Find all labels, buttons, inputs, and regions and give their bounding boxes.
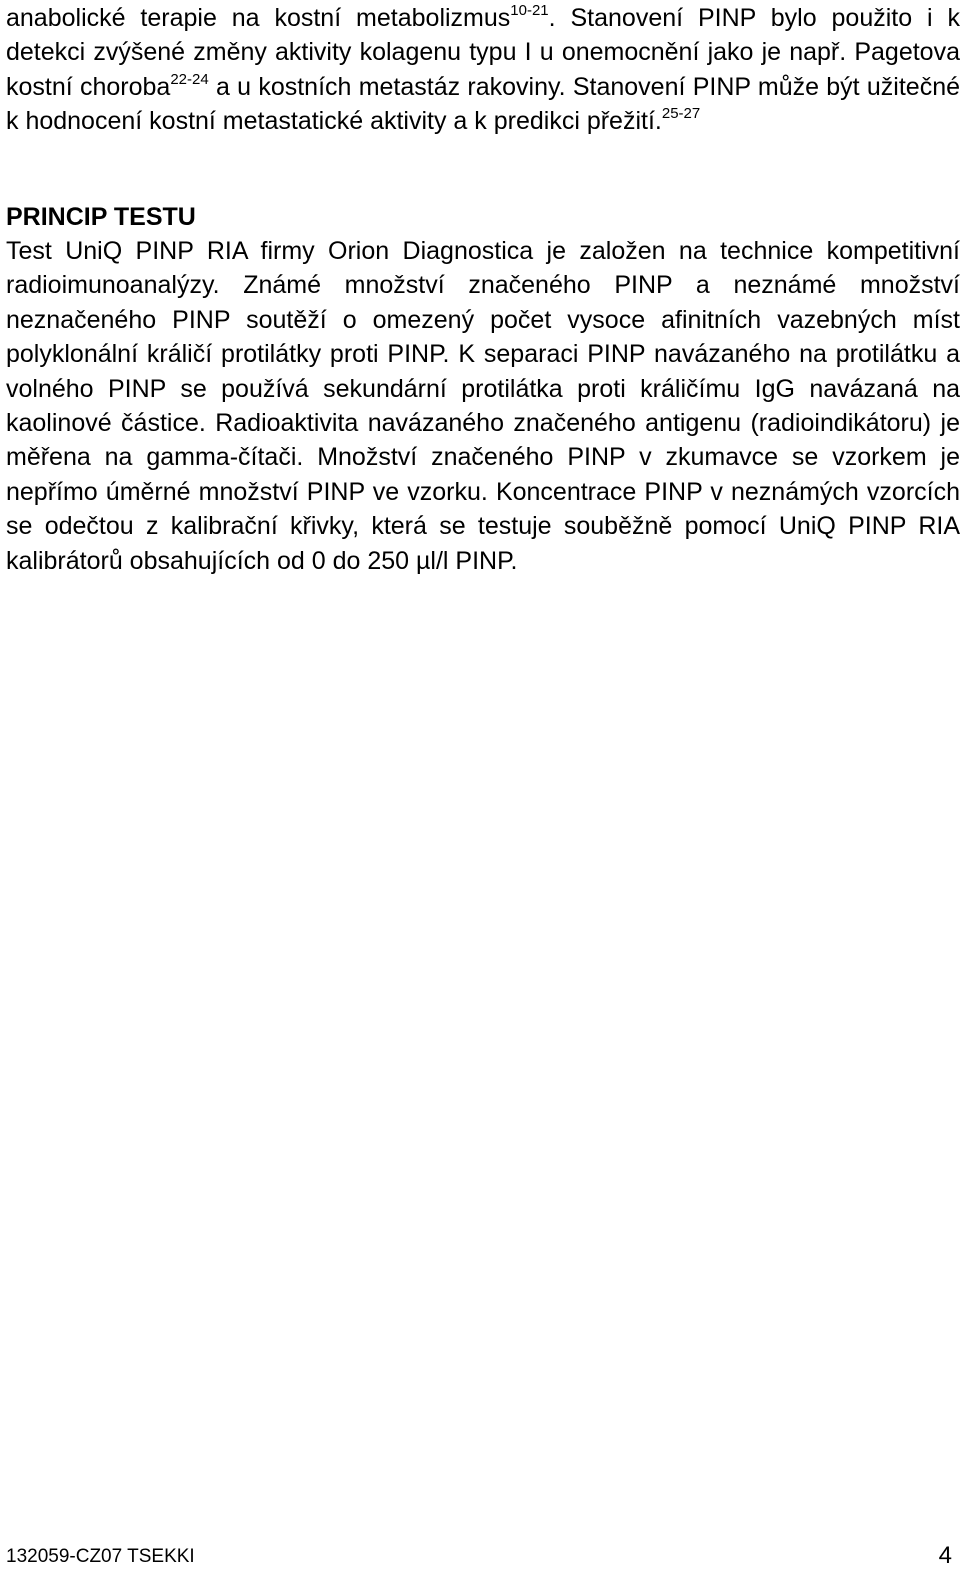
intro-paragraph: [6, 0, 960, 139]
intro-text-2: . Stanovení PINP bylo použito i k detekci zvýšené změny aktivity kolagenu typu I u onemocnění jako je např. Pagetova kostní choroba: [6, 4, 960, 101]
document-id: 132059-CZ07 TSEKKI: [6, 1546, 195, 1567]
intro-text-1: anabolické terapie na kostní metabolizmus: [6, 4, 511, 32]
section-body-paragraph: Test UniQ PINP RIA firmy Orion Diagnostica je založen na technice kompetitivní radioimunoanalýzy. Známé množství značeného PINP a neznámé množství neznačeného PINP soutěží o omezený počet vysoce afinitních vazebných míst polyklonální králičí protilátky proti PINP. K separaci PINP navázaného na protilátku a volného PINP se používá sekundární protilátka proti králičímu IgG navázaná na kaolinové částice. Radioaktivita navázaného značeného antigenu (radioindikátoru) je měřena na gamma-čítači. Množství značeného PINP v zkumavce se vzorkem je nepřímo úměrné množství PINP ve vzorku. Koncentrace PINP v neznámých vzorcích se odečtou z kalibrační křivky, která se testuje souběžně pomocí UniQ PINP RIA kalibrátorů obsahujících od 0 do 250 µl/l PINP.: [6, 237, 960, 575]
page-content: [6, 0, 960, 578]
page-footer: [6, 1543, 952, 1568]
reference-superscript-2: 22-24: [170, 70, 209, 88]
intro-text-3: a u kostních metastáz rakoviny. Stanovení PINP může být užitečné k hodnocení kostní metastatické aktivity a k predikci přežití.: [6, 72, 960, 136]
reference-superscript-3: 25-27: [661, 105, 701, 123]
reference-superscript-1: 10-21: [510, 2, 549, 19]
page-number: 4: [938, 1542, 952, 1569]
section-heading: PRINCIP TESTU: [6, 202, 196, 231]
